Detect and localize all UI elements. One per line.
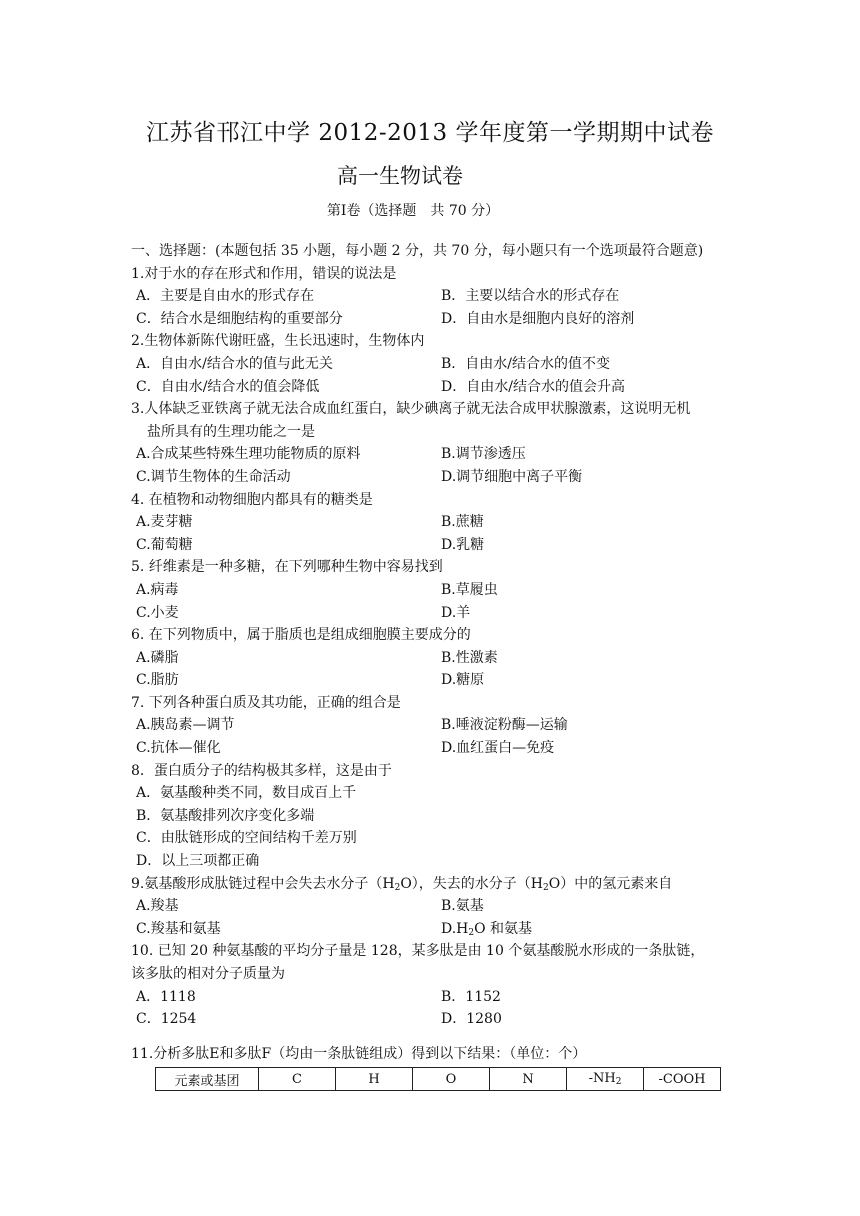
- question-8-option-d: [131, 850, 741, 873]
- option-b: B.唾液淀粉酶—运输: [441, 717, 568, 734]
- table-header-cell: N: [490, 1068, 567, 1091]
- option-b: B．主要以结合水的形式存在: [441, 288, 620, 305]
- option-a: A.羧基: [136, 898, 179, 915]
- option-a: A．主要是自由水的形式存在: [136, 288, 315, 305]
- option-c: C．1254: [136, 1011, 197, 1028]
- option-b: B.氨基: [441, 898, 484, 915]
- option-a: A.磷脂: [136, 649, 179, 666]
- table-header-cell: [567, 1068, 644, 1091]
- exam-subtitle: 高一生物试卷: [337, 164, 463, 188]
- option-d: D.调节细胞中离子平衡: [441, 468, 583, 485]
- question-list: [131, 240, 741, 1091]
- question-9-stem-part2: O），失去的水分子（H: [400, 875, 543, 892]
- question-2-options-row2: [131, 376, 741, 399]
- subscript: 2: [543, 882, 549, 893]
- question-3-options-row2: [131, 466, 741, 489]
- question-2-stem: 2.生物体新陈代谢旺盛，生长迅速时，生物体内: [131, 333, 425, 350]
- question-7-stem: 7. 下列各种蛋白质及其功能，正确的组合是: [131, 694, 401, 711]
- option-c: C.羧基和氨基: [136, 920, 221, 937]
- option-b: B．1152: [441, 988, 501, 1005]
- instructions: 一、选择题：(本题包括 35 小题，每小题 2 分，共 70 分，每小题只有一个选项最符合题意): [131, 243, 704, 259]
- option-c: C.抗体—催化: [136, 740, 221, 757]
- question-10-options-row1: [131, 986, 741, 1009]
- option-d: D．1280: [441, 1011, 502, 1028]
- option-b: B．自由水/结合水的值不变: [441, 355, 611, 372]
- option-a: A.病毒: [136, 581, 179, 598]
- option-d: D.糖原: [441, 672, 485, 689]
- exam-title: 江苏省邗江中学 2012-2013 学年度第一学期期中试卷: [146, 120, 714, 146]
- question-4-stem: 4. 在植物和动物细胞内都具有的糖类是: [131, 491, 373, 508]
- question-1-options-row2: [131, 308, 741, 331]
- option-d-part2: O 和氨基: [474, 920, 533, 937]
- table-header-cell: O: [413, 1068, 490, 1091]
- table-header-cell: 元素或基团: [156, 1068, 259, 1091]
- option-b: B.调节渗透压: [441, 446, 526, 463]
- option-d: D．以上三项都正确: [136, 853, 260, 870]
- question-6-stem: 6. 在下列物质中，属于脂质也是组成细胞膜主要成分的: [131, 627, 471, 644]
- table-header-row: [156, 1068, 721, 1091]
- question-10-options-row2: [131, 1008, 741, 1031]
- option-a: A．1118: [136, 988, 196, 1005]
- question-9-options-row1: [131, 895, 741, 918]
- question-5-stem: 5. 纤维素是一种多糖，在下列哪种生物中容易找到: [131, 559, 443, 576]
- question-10-stem: 10. 已知 20 种氨基酸的平均分子量是 128，某多肽是由 10 个氨基酸脱水形成的一条肽链，: [131, 943, 705, 960]
- table-header-cell: -COOH: [644, 1068, 721, 1091]
- question-6-options-row1: [131, 647, 741, 670]
- question-3-options-row1: [131, 443, 741, 466]
- question-8-option-b: [131, 805, 741, 828]
- question-9-stem-part3: O）中的氢元素来自: [548, 875, 673, 892]
- option-c: C．自由水/结合水的值会降低: [136, 378, 320, 395]
- option-d: D．自由水是细胞内良好的溶剂: [441, 310, 635, 327]
- option-a: A.合成某些特殊生理功能物质的原料: [136, 446, 361, 463]
- nh-label: -NH: [588, 1071, 616, 1087]
- question-1-options-row1: [131, 285, 741, 308]
- option-c: C．结合水是细胞结构的重要部分: [136, 310, 343, 327]
- question-5-options-row1: [131, 579, 741, 602]
- option-d: D.血红蛋白—免疫: [441, 740, 555, 757]
- option-a: A.麦芽糖: [136, 514, 193, 531]
- question-7-options-row2: [131, 737, 741, 760]
- subscript: 2: [394, 882, 401, 893]
- question-8-option-c: [131, 827, 741, 850]
- option-a: A.胰岛素—调节: [136, 717, 235, 734]
- option-b: B．氨基酸排列次序变化多端: [136, 807, 315, 824]
- option-b: B.蔗糖: [441, 514, 484, 531]
- question-2-options-row1: [131, 353, 741, 376]
- question-7-options-row1: [131, 714, 741, 737]
- option-c: C.葡萄糖: [136, 536, 193, 553]
- option-b: B.草履虫: [441, 581, 498, 598]
- question-8-stem: 8．蛋白质分子的结构极其多样，这是由于: [131, 762, 392, 779]
- question-4-options-row2: [131, 534, 741, 557]
- option-b: B.性激素: [441, 649, 498, 666]
- question-11-stem: 11.分析多肽E和多肽F（均由一条肽链组成）得到以下结果：（单位：个）: [131, 1045, 587, 1062]
- option-c: C.调节生物体的生命活动: [136, 468, 291, 485]
- question-10-stem-continued: 该多肽的相对分子质量为: [131, 966, 285, 982]
- question-3-stem: 3.人体缺乏亚铁离子就无法合成血红蛋白，缺少碘离子就无法合成甲状腺激素，这说明无机: [131, 401, 691, 418]
- spacer: [131, 1031, 741, 1043]
- question-3-stem-continued: 盐所具有的生理功能之一是: [147, 423, 315, 440]
- table-header-cell: H: [336, 1068, 413, 1091]
- question-9-stem-part1: 9.氨基酸形成肽链过程中会失去水分子（H: [131, 875, 395, 892]
- option-d: D.羊: [441, 604, 471, 621]
- option-c: C．由肽链形成的空间结构千差万别: [136, 830, 357, 847]
- subscript: 2: [468, 927, 475, 938]
- option-d: D.乳糖: [441, 536, 485, 553]
- question-8-option-a: [131, 782, 741, 805]
- option-c: C.小麦: [136, 604, 179, 621]
- question-5-options-row2: [131, 602, 741, 625]
- question-6-options-row2: [131, 669, 741, 692]
- option-d-part1: D.H: [441, 920, 469, 937]
- option-a: A．氨基酸种类不同，数目成百上千: [136, 785, 357, 802]
- table-header-cell: C: [259, 1068, 336, 1091]
- option-d: [436, 918, 741, 941]
- question-4-options-row1: [131, 511, 741, 534]
- question-9-options-row2: [131, 918, 741, 941]
- question-11-table: [155, 1067, 721, 1091]
- section-heading: 第Ⅰ卷（选择题 共 70 分）: [326, 203, 500, 219]
- question-1-stem: 1.对于水的存在形式和作用，错误的说法是: [131, 265, 397, 282]
- subscript: 2: [615, 1077, 622, 1088]
- option-d: D．自由水/结合水的值会升高: [441, 378, 625, 395]
- option-a: A．自由水/结合水的值与此无关: [136, 355, 333, 372]
- option-c: C.脂肪: [136, 672, 179, 689]
- question-9-stem: [131, 873, 741, 896]
